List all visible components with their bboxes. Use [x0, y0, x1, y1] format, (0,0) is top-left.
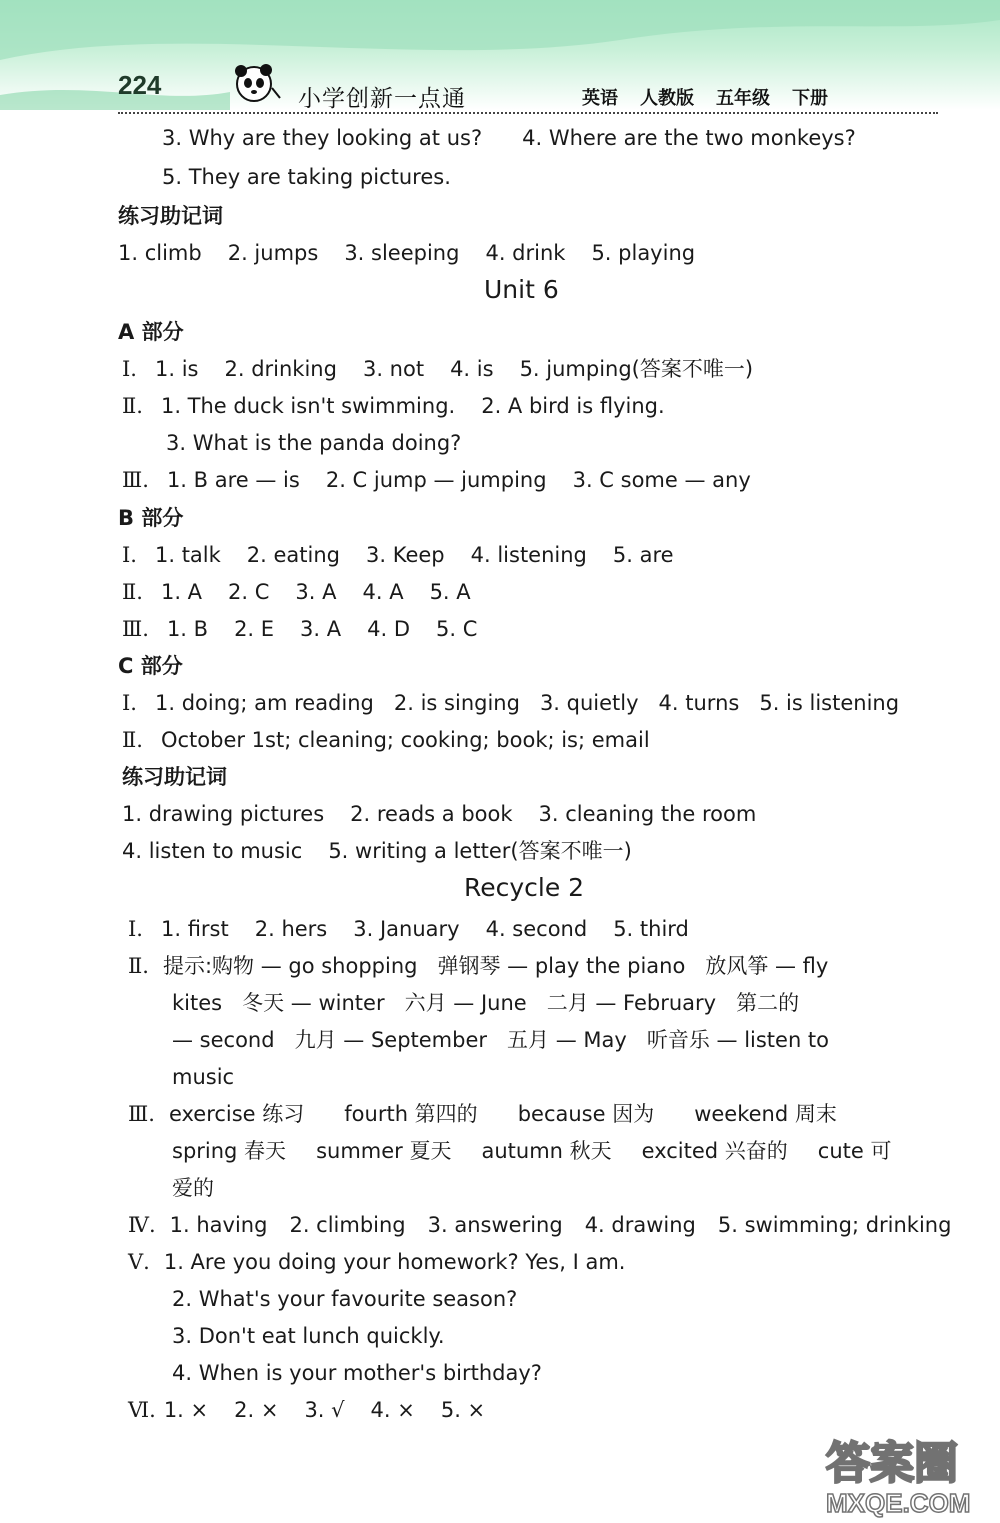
answer-line: Ⅱ. 1. A 2. C 3. A 4. A 5. A	[122, 580, 471, 604]
answer-line: Ⅵ. 1. × 2. × 3. √ 4. × 5. ×	[128, 1398, 486, 1422]
answer-line: Ⅳ. 1. having 2. climbing 3. answering 4. drawing 5. swimming; drinking	[128, 1213, 952, 1237]
section-heading: 练习助记词	[122, 765, 227, 789]
answer-line: 3. Don't eat lunch quickly.	[172, 1324, 445, 1348]
answer-line: Ⅰ. 1. talk 2. eating 3. Keep 4. listening 5. are	[122, 543, 674, 567]
answer-line: spring 春天 summer 夏天 autumn 秋天 excited 兴奋的 cute 可	[172, 1139, 892, 1163]
volume-label: 下册	[792, 88, 828, 109]
answer-line: Ⅱ. 1. The duck isn't swimming. 2. A bird is flying.	[122, 394, 665, 418]
section-heading: 练习助记词	[118, 204, 223, 228]
unit-title: Unit 6	[484, 275, 559, 304]
answer-line: Ⅰ. 1. first 2. hers 3. January 4. second 5. third	[128, 917, 689, 941]
section-heading: C 部分	[118, 654, 183, 678]
answer-line: 5. They are taking pictures.	[162, 165, 451, 189]
subject-label: 英语	[582, 88, 618, 109]
answer-line: Ⅴ. 1. Are you doing your homework? Yes, I am.	[128, 1250, 626, 1274]
recycle-title: Recycle 2	[464, 873, 585, 902]
answer-line: 爱的	[172, 1176, 214, 1200]
answer-line: 3. What is the panda doing?	[166, 431, 462, 455]
grade-label: 五年级	[716, 88, 770, 109]
answer-line: 2. What's your favourite season?	[172, 1287, 518, 1311]
watermark-text: 答案圈	[826, 1438, 958, 1489]
answer-line: 3. Why are they looking at us? 4. Where are the two monkeys?	[162, 126, 856, 150]
answer-line: Ⅲ. 1. B are — is 2. C jump — jumping 3. C some — any	[122, 468, 751, 492]
book-title: 小学创新一点通	[298, 86, 466, 112]
section-heading: A 部分	[118, 320, 184, 344]
answer-line: music	[172, 1065, 235, 1089]
answer-line: 1. climb 2. jumps 3. sleeping 4. drink 5. playing	[118, 241, 696, 265]
answer-line: 4. listen to music 5. writing a letter(答案不唯一)	[122, 839, 632, 863]
watermark-logo	[820, 1430, 995, 1518]
watermark-url: MXQE.COM	[826, 1488, 971, 1518]
edition-label: 人教版	[640, 88, 694, 109]
answer-line: 4. When is your mother's birthday?	[172, 1361, 542, 1385]
answer-line: — second 九月 — September 五月 — May 听音乐 — listen to	[172, 1028, 830, 1052]
answer-line: Ⅱ. 提示:购物 — go shopping 弹钢琴 — play the piano 放风筝 — fly	[128, 954, 829, 978]
answer-line: Ⅱ. October 1st; cleaning; cooking; book; is; email	[122, 728, 650, 752]
page-number: 224	[118, 70, 162, 100]
answer-line: Ⅲ. exercise 练习 fourth 第四的 because 因为 weekend 周末	[128, 1102, 837, 1126]
section-heading: B 部分	[118, 506, 184, 530]
answer-line: kites 冬天 — winter 六月 — June 二月 — February 第二的	[172, 991, 800, 1015]
answer-line: Ⅰ. 1. doing; am reading 2. is singing 3. quietly 4. turns 5. is listening	[122, 691, 900, 715]
answer-line: Ⅲ. 1. B 2. E 3. A 4. D 5. C	[122, 617, 478, 641]
answer-line: Ⅰ. 1. is 2. drinking 3. not 4. is 5. jumping(答案不唯一)	[122, 357, 754, 381]
answer-line: 1. drawing pictures 2. reads a book 3. cleaning the room	[122, 802, 757, 826]
